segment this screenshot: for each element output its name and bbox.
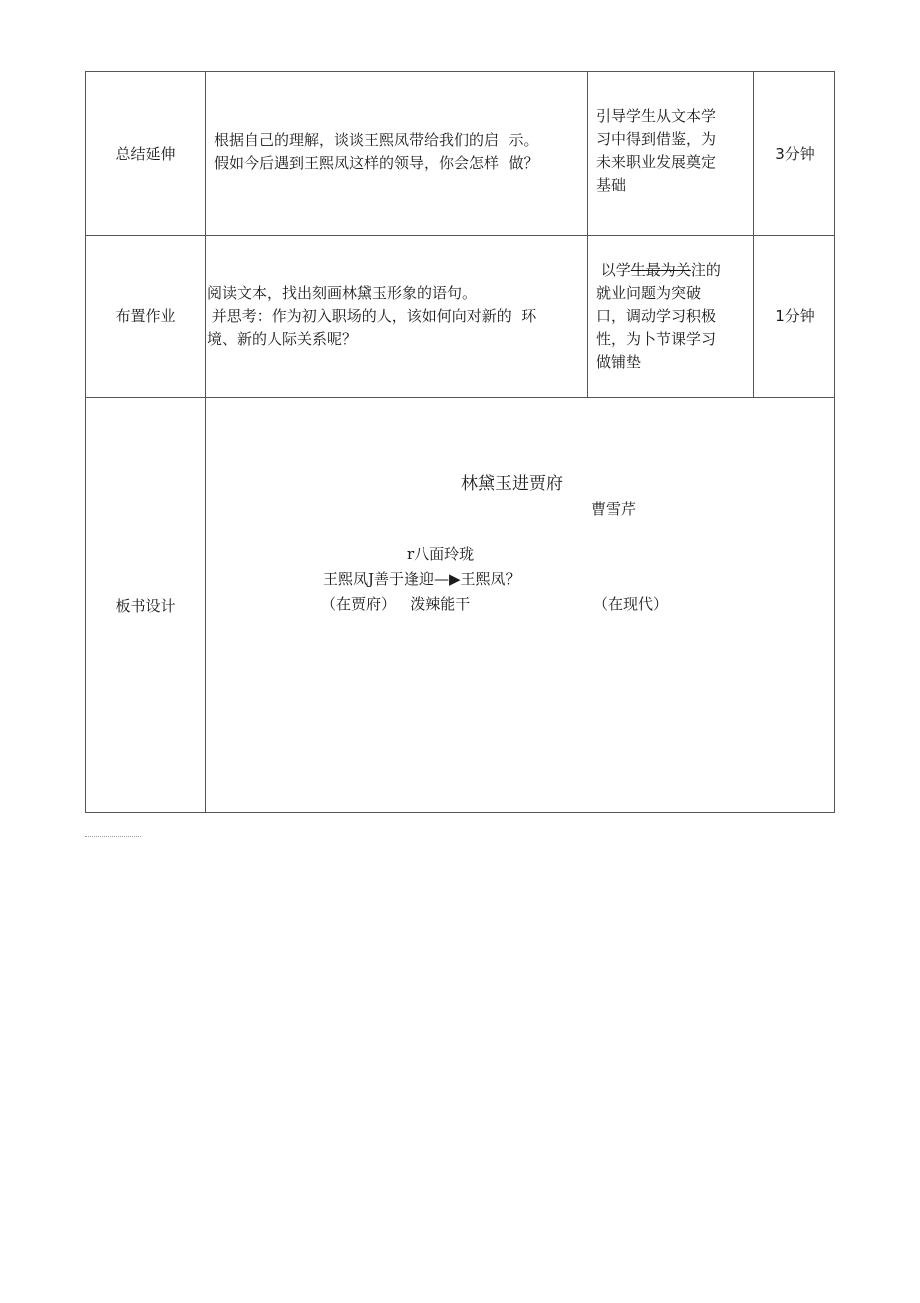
- purpose-line: 性，为卜节课学习: [596, 330, 717, 348]
- summary-content-line: 根据自己的理解，谈谈王熙凤带给我们的启 示。: [214, 131, 539, 149]
- purpose-line: 做铺垫: [596, 353, 642, 371]
- stage-summary: 总结延伸: [115, 145, 176, 163]
- board-line-3-left: （在贾府） 泼辣能干: [321, 595, 471, 613]
- board-line-3-right: （在现代）: [593, 595, 669, 613]
- time-homework: 1分钟: [775, 307, 815, 325]
- purpose-struck-text: 生最为关: [630, 261, 691, 279]
- purpose-line: 口，调动学习积极: [596, 307, 717, 325]
- homework-content-line: 并思考：作为初入职场的人，该如何向对新的 环: [207, 307, 537, 325]
- homework-content-line: 阅读文本，找出刻画林黛玉形象的语句。: [207, 284, 478, 302]
- footer-dotted-rule: [85, 836, 141, 837]
- purpose-suffix: 注的: [690, 261, 721, 279]
- purpose-line: 习中得到借鉴，为: [596, 130, 717, 148]
- summary-content-line: 假如今后遇到王熙凤这样的领导，你会怎样 做？: [214, 154, 539, 172]
- purpose-line: [596, 259, 746, 282]
- board-line-1: r八面玲珑: [407, 545, 475, 563]
- purpose-prefix: 以学: [600, 261, 631, 279]
- homework-content-line: 境、新的人际关系呢？: [207, 330, 358, 348]
- purpose-line: 未来职业发展奠定: [596, 153, 717, 171]
- column-divider: [587, 72, 588, 397]
- row-divider: [86, 235, 834, 236]
- stage-board-design: 板书设计: [115, 597, 176, 615]
- purpose-line: 引导学生从文本学: [596, 107, 717, 125]
- column-divider: [753, 72, 754, 397]
- homework-purpose: [596, 259, 746, 374]
- column-divider: [205, 72, 206, 812]
- purpose-line: 基础: [596, 176, 627, 194]
- row-divider: [86, 397, 834, 398]
- homework-content: [207, 282, 585, 351]
- lesson-plan-table: [85, 71, 835, 813]
- board-author: 曹雪芹: [591, 500, 637, 518]
- summary-content: [214, 129, 584, 175]
- stage-homework: 布置作业: [115, 307, 176, 325]
- purpose-line: 就业问题为突破: [596, 284, 702, 302]
- time-summary: 3分钟: [775, 145, 815, 163]
- board-line-2: 王熙凤J善于逢迎—▶王熙凤？: [323, 570, 521, 588]
- board-title: 林黛玉进贾府: [461, 474, 563, 494]
- summary-purpose: [596, 105, 746, 197]
